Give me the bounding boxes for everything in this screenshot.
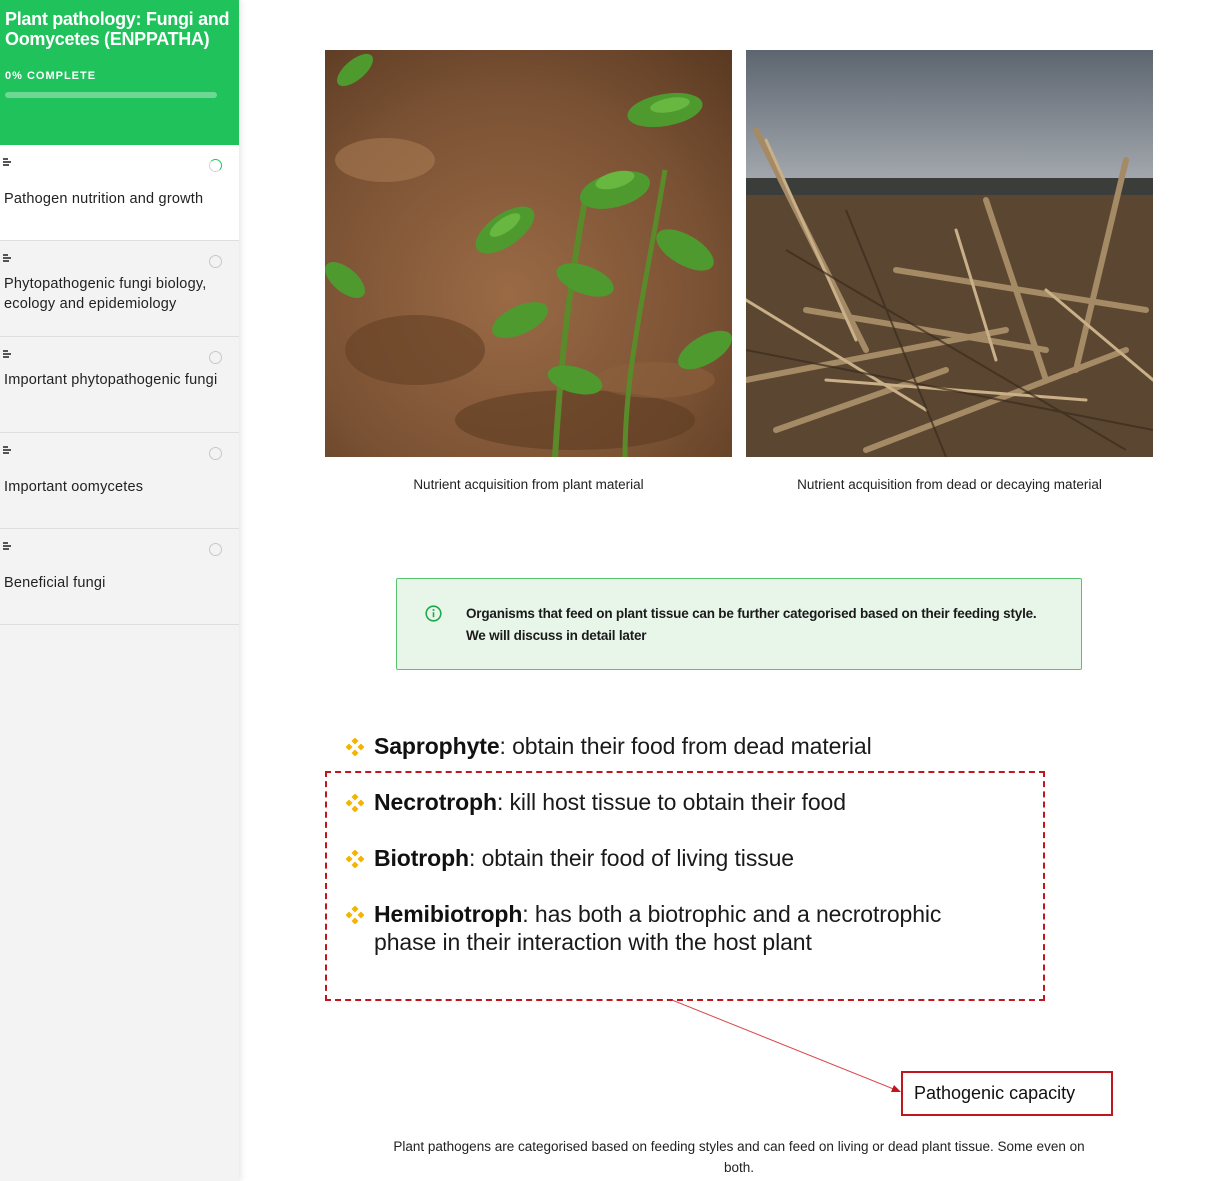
lesson-text-icon	[3, 542, 13, 550]
lesson-item-important-fungi[interactable]	[0, 337, 239, 433]
status-not-started-icon	[209, 351, 222, 364]
bullet-term: Biotroph	[374, 845, 470, 871]
diamond-bullet-icon	[346, 850, 364, 868]
course-title[interactable]: Plant pathology: Fungi and Oomycetes (ENPPATHA)	[5, 9, 230, 49]
lesson-text-icon	[3, 446, 13, 454]
lesson-label: Important phytopathogenic fungi	[4, 372, 218, 388]
image-caption-right: Nutrient acquisition from dead or decaying material	[797, 477, 1102, 492]
image-caption-left: Nutrient acquisition from plant material	[413, 477, 644, 492]
connector-arrow	[660, 995, 910, 1100]
lesson-item-pathogen-nutrition[interactable]	[0, 145, 239, 241]
diamond-bullet-icon	[346, 906, 364, 924]
lesson-text-icon	[3, 350, 13, 358]
lesson-item-fungi-biology[interactable]	[0, 241, 239, 337]
info-icon	[425, 605, 442, 622]
lesson-label: Phytopathogenic fungi biology, ecology and epidemiology	[4, 276, 207, 312]
pathogenic-capacity-label: Pathogenic capacity	[901, 1071, 1113, 1116]
status-not-started-icon	[209, 255, 222, 268]
status-in-progress-icon	[209, 159, 222, 172]
progress-label: 0% COMPLETE	[5, 70, 97, 82]
diagram-caption: Plant pathogens are categorised based on feeding styles and can feed on living or dead plant tissue. Some even on both.	[393, 1139, 1085, 1175]
crop-residue-photo	[746, 50, 1153, 457]
bullet-term: Hemibiotroph	[374, 901, 523, 927]
diamond-bullet-icon	[346, 794, 364, 812]
lesson-label: Beneficial fungi	[4, 575, 106, 591]
bullet-desc: : has both a biotrophic and a necrotrophic	[522, 901, 942, 927]
course-sidebar	[0, 0, 239, 1181]
info-callout-text: Organisms that feed on plant tissue can be further categorised based on their feeding style. We will discuss in detail later	[466, 606, 1037, 643]
tomato-seedling-photo	[325, 50, 732, 457]
diamond-bullet-icon	[346, 738, 364, 756]
bullet-desc: : obtain their food of living tissue	[469, 845, 794, 871]
bullet-term: Necrotroph	[374, 789, 497, 815]
status-not-started-icon	[209, 543, 222, 556]
lesson-text-icon	[3, 158, 13, 166]
info-callout	[396, 578, 1082, 670]
lesson-text-icon	[3, 254, 13, 262]
bullet-desc-line2: phase in their interaction with the host plant	[374, 929, 812, 955]
bullet-desc: : kill host tissue to obtain their food	[496, 789, 846, 815]
status-not-started-icon	[209, 447, 222, 460]
bullet-term: Saprophyte	[374, 733, 500, 759]
progress-bar	[5, 92, 217, 98]
sidebar-header	[0, 0, 239, 145]
lesson-item-important-oomycetes[interactable]	[0, 433, 239, 529]
lesson-item-beneficial-fungi[interactable]	[0, 529, 239, 625]
lesson-label: Pathogen nutrition and growth	[4, 191, 204, 207]
lesson-label: Important oomycetes	[4, 479, 144, 495]
bullet-desc: : obtain their food from dead material	[499, 733, 872, 759]
